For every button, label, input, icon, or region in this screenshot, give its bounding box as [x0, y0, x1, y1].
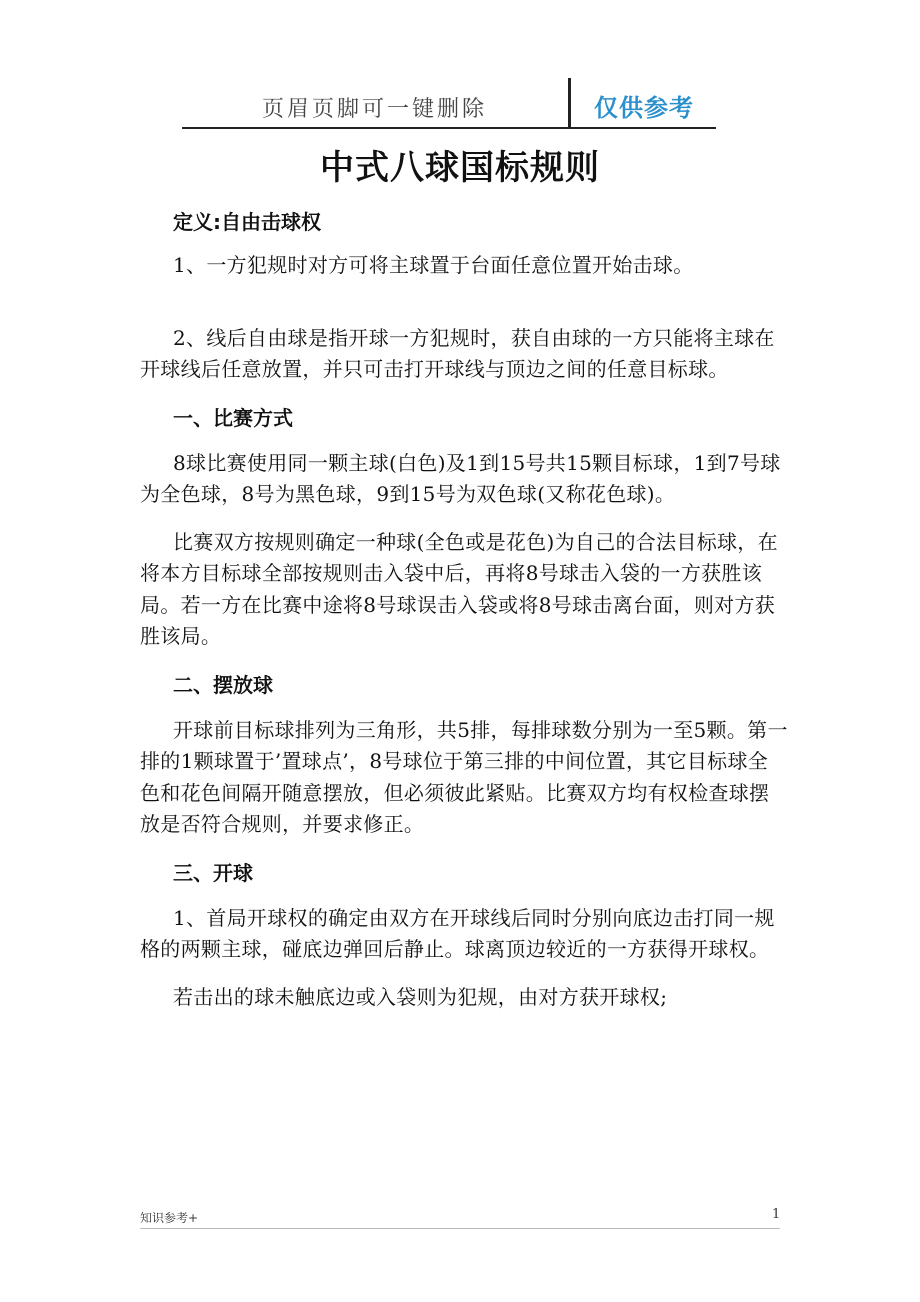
- definition-heading: 定义:自由击球权: [173, 210, 321, 234]
- match-format-paragraph-2: 比赛双方按规则确定一种球(全色或是花色)为自己的合法目标球，在将本方目标球全部按规则击入袋中后，再将8号球击入袋的一方获胜该局。若一方在比赛中途将8号球误击入袋或将8号球击离台面，则对方获胜该局。: [140, 529, 778, 648]
- page-title: 中式八球国标规则: [320, 148, 600, 188]
- footer-left-text: 知识参考+: [140, 1211, 199, 1225]
- racking-paragraph-1: 开球前目标球排列为三角形，共5排，每排球数分别为一至5颗。第一排的1颗球置于’置球点’，8号球位于第三排的中间位置，其它目标球全色和花色间隔开随意摆放，但必须彼此紧贴。比赛双方均有权检查球摆放是否符合规则，并要求修正。: [140, 717, 788, 836]
- racking-heading: 二、摆放球: [173, 672, 273, 697]
- break-heading: 三、开球: [173, 860, 253, 885]
- page-header: [182, 78, 716, 130]
- document-body: [140, 202, 788, 1013]
- footer-rule: [140, 1228, 780, 1229]
- definition-paragraph-2: 2、线后自由球是指开球一方犯规时，获自由球的一方只能将主球在开球线后任意放置，并只可击打开球线与顶边之间的任意目标球。: [140, 325, 775, 381]
- page-number: 1: [772, 1207, 781, 1222]
- header-divider: [568, 78, 571, 128]
- header-rule: [182, 127, 716, 129]
- break-paragraph-1: 1、首局开球权的确定由双方在开球线后同时分别向底边击打同一规格的两颗主球，碰底边弹回后静止。球离顶边较近的一方获得开球权。: [140, 905, 775, 961]
- break-paragraph-2: 若击出的球未触底边或入袋则为犯规，由对方获开球权;: [173, 984, 668, 1009]
- match-format-paragraph-1: 8球比赛使用同一颗主球(白色)及1到15号共15颗目标球，1到7号球为全色球，8号为黑色球，9到15号为双色球(又称花色球)。: [140, 450, 781, 506]
- header-left-text: 页眉页脚可一键删除: [262, 97, 488, 122]
- definition-paragraph-1: 1、一方犯规时对方可将主球置于台面任意位置开始击球。: [173, 253, 694, 277]
- header-right-text: 仅供参考: [594, 94, 694, 122]
- match-format-heading: 一、比赛方式: [173, 405, 293, 430]
